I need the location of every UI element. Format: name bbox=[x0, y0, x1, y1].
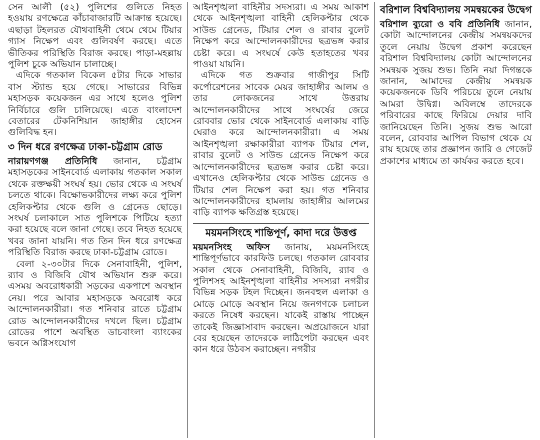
article-headline: ময়মনসিংহে শান্তিপূর্ণ, কাদা দরে উত্তপ্ত bbox=[205, 227, 357, 239]
article-paragraph bbox=[380, 19, 532, 167]
article-paragraph: বেলা ২-৩০টার দিকে সেনাবাহিনী, পুলিশ, র‍্যাব ও বিজিবি যৌথ অভিযান শুরু করে। এসময় অবরোধকারী সড়কের একপাশে অবস্থান নেয়। পরে আবার মহাসড়কে অবরোধ করে আন্দোলনকারীরা। গত শনিবার রাতে চট্টগ্রাম রোড আন্দোলনকারীদের দখলে ছিল। চট্টগ্রাম রোডের পাশে অবস্থিত ডাচবাংলা ব্যাংকের ভবনে অগ্নিসংযোগ bbox=[8, 258, 182, 350]
article-dateline: নারায়ণগঞ্জ প্রতিনিধি bbox=[8, 155, 98, 167]
section-divider bbox=[193, 223, 369, 224]
article-paragraph: আইনশৃঙ্খলা বাহিনীর সদস্যরা। এ সময় আকাশ থেকে আইনশৃঙ্খলা বাহিনী হেলিকপ্টার থেকে সাউন্ড গ্রেনেড, টিয়ার শেল ও রাবার বুলেট নিক্ষেপ করে আন্দোলনকারীদের ছত্রভঙ্গ করার চেষ্টা করে। এ সংঘর্ষে কেউ হতাহতের খবর পাওয়া যায়নি। bbox=[193, 2, 369, 71]
article-paragraph: এদিকে গতকাল বিকেল ৫টার দিকে সাভার বাস স্ট্যান্ড হয়ে গেছে। সাভারের বিভিন্ন মহাসড়ক কয়েকজন এর সাথে হলেও পুলিশ নির্বিচারে গুলি চালিয়েছে। এতে বাংলাদেশ বেতারের টেকনিশিয়ান জাহাঙ্গীর হোসেন গুলিবিদ্ধ হন। bbox=[8, 70, 182, 139]
column-1 bbox=[3, 2, 187, 438]
article-paragraph bbox=[193, 242, 369, 356]
article-headline: বরিশাল বিশ্ববিদ্যালয় সমন্বয়কের উদ্বেগ bbox=[380, 5, 532, 16]
article-dateline: ময়মনসিংহ অফিস bbox=[193, 241, 270, 253]
column-2 bbox=[187, 2, 374, 438]
article-dateline: বরিশাল ব্যুরো ও ববি প্রতিনিধি bbox=[380, 19, 500, 30]
column-3 bbox=[374, 2, 537, 438]
article-paragraph bbox=[8, 156, 182, 259]
article-text: জানায়, ময়মনসিংহে শান্তিপূর্ণভাবে কারফিউ চলছে। গতকাল রোববার সকাল থেকে সেনাবাহিনী, বিজিবি, র‍্যাব ও পুলিশসহ আইনশৃঙ্খলা বাহিনীর সদস্যরা নগরীর বিভিন্ন সড়ক টহল দিচ্ছেন। জনবহুল এলাকা ও মোড়ে মোড়ে অবস্থান নিয়ে জনগণকে চলাচল করতে নিষেধ করছেন। যাকেই রাস্তায় পাচ্ছেন তাকেই জিজ্ঞাসাবাদ করছেন। অপ্রয়োজনে যারা বের হয়েছেন তাদেরকে লাঠিপেটা করছেন এবং কান ধরে উঠবস করাচ্ছেন। নগরীর bbox=[193, 241, 369, 356]
article-paragraph: এদিকে গত শুক্রবার গাজীপুর সিটি কর্পোরেশনের সাবেক মেয়র জাহাঙ্গীর আলম ও তার লোকজনের সাথে উত্তরায় আন্দোলনকারীদের সাথে সংঘর্ষের জেরে রোববার ভোর থেকে সাইনবোর্ড এলাকায় বাড়ি ঘেরাও করে আন্দোলনকারীরা। এ সময় আইনশৃঙ্খলা রক্ষাকারীরা ব্যাপক টিয়ার শেল, রাবার বুলেট ও সাউন্ড গ্রেনেড নিক্ষেপ করে আন্দোলনকারীদের ছত্রভঙ্গ করার চেষ্টা করে। এখানেও হেলিকপ্টার থেকে সাউন্ড গ্রেনেড ও টিয়ার শেল নিক্ষেপ করা হয়। গত শনিবার আন্দোলনকারীদের হামলায় জাহাঙ্গীর আলমের বাড়ি ব্যাপক ক্ষতিগ্রস্ত হয়েছে। bbox=[193, 70, 369, 219]
article-text: জানান, কোটা আন্দোলনের কেন্দ্রীয় সমন্বয়কদের তুলে নেয়ায় উদ্বেগ প্রকাশ করেছেন বরিশাল বিশ্ববিদ্যালয় কোটা আন্দোলনের সমন্বয়ক সুজয় শুভ। তিনি নয়া দিগন্তকে জানান, আমাদের কেন্দ্রীয় সমন্বয়ক কয়েকজনকে ডিবি পরিচয়ে তুলে নেয়ায় আমরা উদ্বিগ্ন। অবিলম্বে তাদেরকে পরিবারের কাছে ফিরিয়ে দেয়ার দাবি জানিয়েছেন তিনি। সুজয় শুভ আরো বলেন, রোববার আপিল বিভাগ থেকে যে রায় হয়েছে তার প্রজ্ঞাপন জারি ও গেজেট প্রকাশের মাধ্যমে তা কার্যকর করতে হবে। bbox=[380, 19, 532, 167]
article-headline: ৩ দিন ধরে রণক্ষেত্র ঢাকা-চট্টগ্রাম রোড bbox=[8, 141, 163, 153]
article-paragraph: সেন আলী (৫২) পুলিশের গুলিতে নিহত হওয়ায় রণক্ষেত্রে কাঁচাবাজারটি আক্রান্ত হয়েছে। এছাড়া টহলরত যৌথবাহিনী থেমে থেমে টিয়ার গ্যাস নিক্ষেপ এবং গুলিবর্ষণ করছে। এতে ভীতিকর পরিস্থিতি বিরাজ করছে। পাড়া-মহল্লায় পুলিশ চুকে অভিযান চালাচ্ছে। bbox=[8, 2, 182, 71]
article-text: জানান, চট্টগ্রাম মহাসড়কের সাইনবোর্ড এলাকায় গতকাল সকাল থেকে রক্তক্ষয়ী সংঘর্ষ হয়। ভোর থেকে এ সংঘর্ষ চলতে থাকে। বিক্ষোভকারীদের লক্ষ্য করে পুলিশ হেলিকপ্টার থেকে গুলি ও গ্রেনেড ছোড়ে। সংঘর্ষ চলাকালে সাত পুলিশকে পিটিয়ে হত্যা করা হয়েছে বলে জানা গেছে। তবে নিহত হয়েছে খবর জানা যায়নি। গত তিন দিন ধরে রণক্ষেত্র পরিস্থিতি বিরাজ করছে ঢাকা-চট্টগ্রাম রোডে। bbox=[8, 155, 182, 259]
